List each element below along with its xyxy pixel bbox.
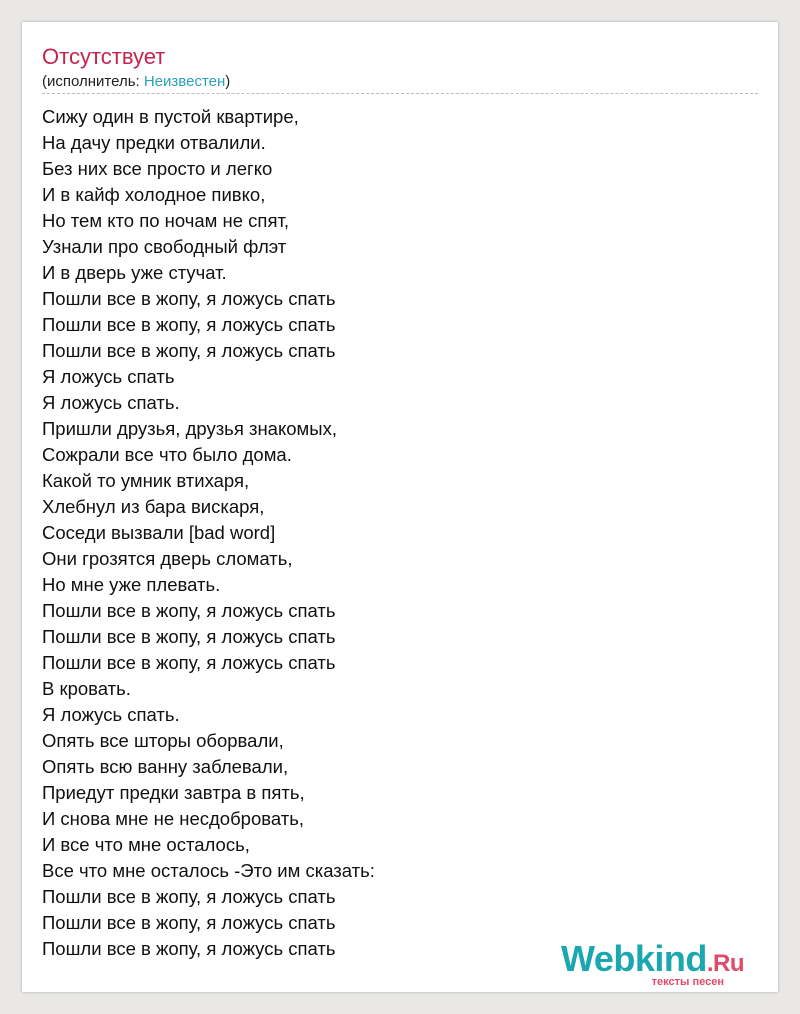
lyric-line: Сожрали все что было дома. <box>42 444 292 465</box>
lyric-line: Приедут предки завтра в пять, <box>42 782 305 803</box>
lyric-line: Пошли все в жопу, я ложусь спать <box>42 912 336 933</box>
lyric-line: И все что мне осталось, <box>42 834 250 855</box>
dashed-divider <box>42 93 758 94</box>
lyric-line: Но тем кто по ночам не спят, <box>42 210 290 231</box>
artist-line <box>42 73 230 91</box>
lyric-line: Пошли все в жопу, я ложусь спать <box>42 288 336 309</box>
lyric-line: Пошли все в жопу, я ложусь спать <box>42 314 336 335</box>
lyric-line: И снова мне не несдобровать, <box>42 808 305 829</box>
lyric-line: Без них все просто и легко <box>42 158 273 179</box>
lyrics-text <box>42 104 375 962</box>
song-title: Отсутствует <box>42 44 166 69</box>
lyric-line: И в дверь уже стучат. <box>42 262 227 283</box>
lyric-line: Сижу один в пустой квартире, <box>42 106 299 127</box>
logo-tld: .Ru <box>706 950 744 977</box>
lyric-line: Пришли друзья, друзья знакомых, <box>42 418 337 439</box>
lyric-line: Хлебнул из бара вискаря, <box>42 496 265 517</box>
lyric-line: На дачу предки отвалили. <box>42 132 266 153</box>
lyric-line: Пошли все в жопу, я ложусь спать <box>42 626 336 647</box>
lyric-line: Я ложусь спать. <box>42 704 180 725</box>
lyric-line: Но мне уже плевать. <box>42 574 221 595</box>
lyric-line: Опять всю ванну заблевали, <box>42 756 289 777</box>
lyric-line: Пошли все в жопу, я ложусь спать <box>42 886 336 907</box>
lyric-line: Пошли все в жопу, я ложусь спать <box>42 600 336 621</box>
lyric-line: Они грозятся дверь сломать, <box>42 548 293 569</box>
lyric-line: Все что мне осталось -Это им сказать: <box>42 860 375 881</box>
lyric-line: В кровать. <box>42 678 131 699</box>
lyric-line: Пошли все в жопу, я ложусь спать <box>42 340 336 361</box>
logo-main-text: Webkind <box>560 938 707 979</box>
lyric-line: Пошли все в жопу, я ложусь спать <box>42 938 336 959</box>
lyric-line: Опять все шторы оборвали, <box>42 730 284 751</box>
logo-tagline: тексты песен <box>651 976 724 988</box>
lyric-line: Какой то умник втихаря, <box>42 470 250 491</box>
artist-prefix: (исполнитель: <box>42 73 144 90</box>
lyrics-card <box>22 22 778 992</box>
lyric-line: Соседи вызвали [bad word] <box>42 522 276 543</box>
lyric-line: Я ложусь спать <box>42 366 175 387</box>
lyric-line: Пошли все в жопу, я ложусь спать <box>42 652 336 673</box>
lyric-line: И в кайф холодное пивко, <box>42 184 266 205</box>
webkind-logo[interactable] <box>561 940 744 988</box>
lyric-line: Узнали про свободный флэт <box>42 236 287 257</box>
lyric-line: Я ложусь спать. <box>42 392 180 413</box>
artist-link[interactable]: Неизвестен <box>143 73 226 90</box>
artist-suffix: ) <box>225 73 231 90</box>
